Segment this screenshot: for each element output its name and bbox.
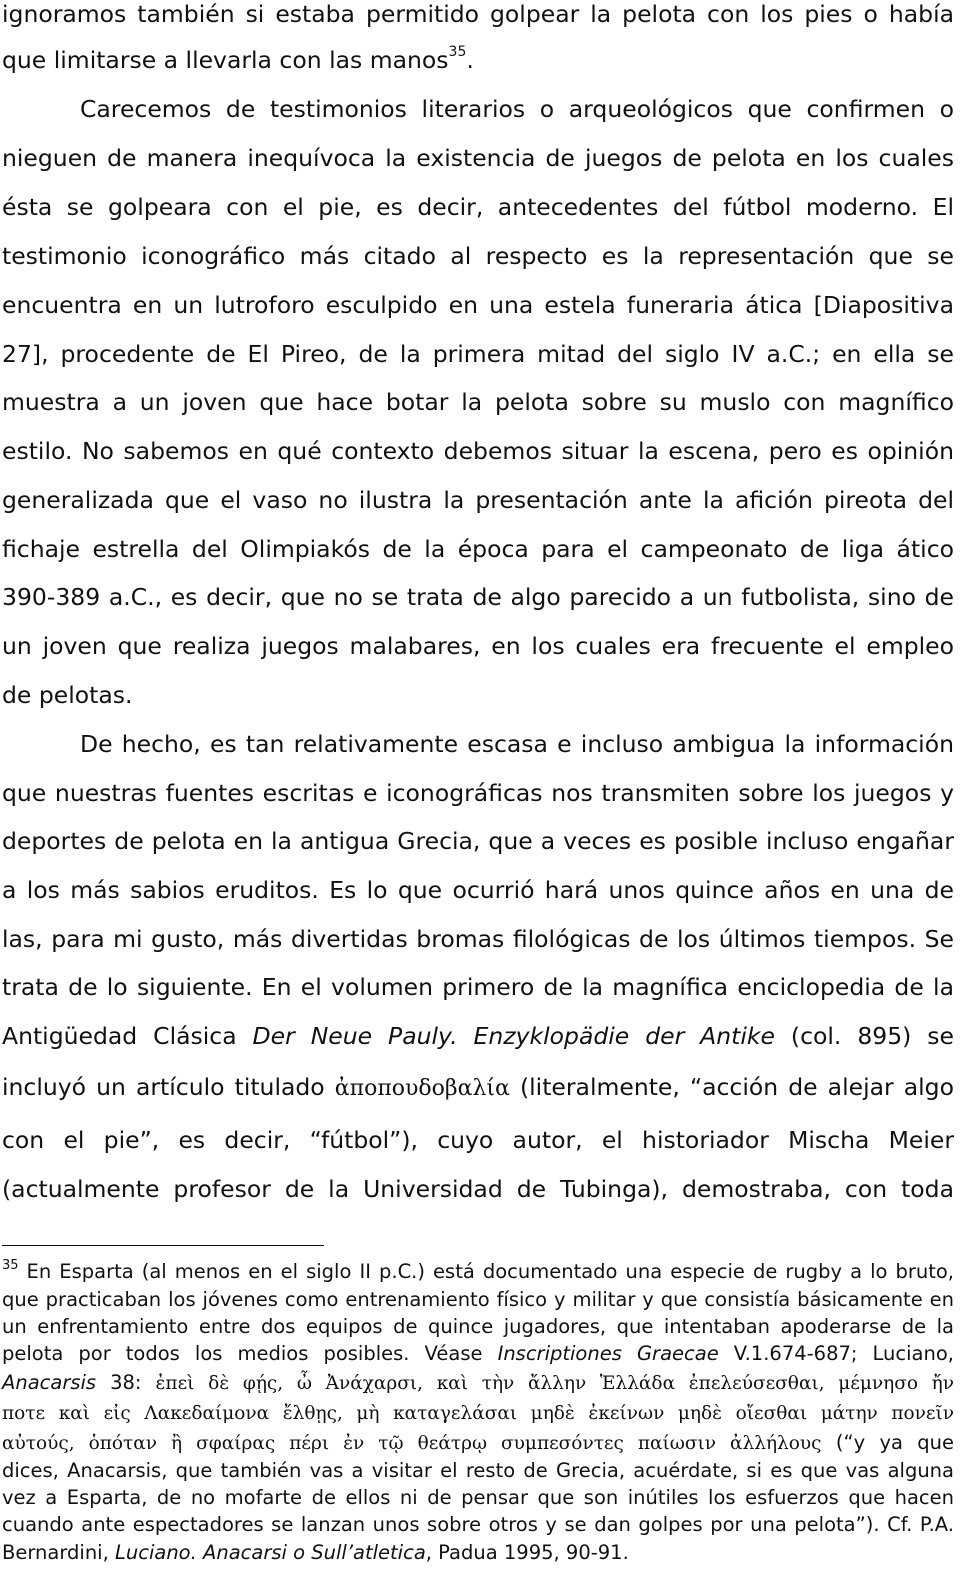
- footnote-text: Bernardini,: [2, 1541, 109, 1564]
- footnote-text: 38:: [110, 1371, 142, 1394]
- footnote-line: [2, 1259, 954, 1285]
- greek-quote: ποτε καὶ εἰς Λακεδαίμονα ἔλθῃς, μὴ καταγελάσαι μηδὲ ἐκείνων μηδὲ οἴεσθαι μάτην πονεῖν: [2, 1403, 954, 1424]
- body-line: 390-389 a.C., es decir, que no se trata de algo parecido a un futbolista, sino de: [2, 583, 954, 611]
- greek-quote: ἐπεὶ δὲ φῄς, ὦ Ἀνάχαρσι, καὶ τὴν ἄλλην Ἑλλάδα ἐπελεύσεσθαι, μέμνησο ἤν: [155, 1373, 955, 1394]
- body-line: un joven que realiza juegos malabares, en los cuales era frecuente el empleo: [2, 632, 954, 660]
- body-line: (actualmente profesor de la Universidad de Tubinga), demostraba, con toda: [2, 1175, 954, 1203]
- greek-term: ἀποπουδοβαλία: [334, 1076, 510, 1101]
- body-line: estilo. No sabemos en qué contexto debemos situar la escena, pero es opinión: [2, 437, 954, 465]
- footnote-separator: [2, 1245, 324, 1246]
- footnote-text: (“y ya que: [835, 1431, 955, 1454]
- body-line: las, para mi gusto, más divertidas bromas filológicas de los últimos tiempos. Se: [2, 925, 954, 953]
- body-line: muestra a un joven que hace botar la pelota sobre su muslo con magnífico: [2, 388, 954, 416]
- footnote-line: [2, 1341, 954, 1367]
- footnote-line: vez a Esparta, de no mofarte de ellos ni de pensar que son inútiles los esfuerzos que hacen: [2, 1486, 954, 1509]
- work-title: Inscriptiones Graecae: [497, 1342, 719, 1365]
- body-text: .: [466, 46, 474, 74]
- footnote-line: dices, Anacarsis, que también vas a visitar el resto de Grecia, acuérdate, si es que vas alguna: [2, 1459, 954, 1482]
- body-line: generalizada que el vaso no ilustra la presentación ante la afición pireota del: [2, 486, 954, 514]
- body-line: nieguen de manera inequívoca la existencia de juegos de pelota en los cuales: [2, 144, 954, 172]
- body-line: ignoramos también si estaba permitido golpear la pelota con los pies o había: [2, 0, 954, 28]
- footnote-line: cuando ante espectadores se lanzan unos sobre otros y se dan golpes por una pelota”). Cf. P.A.: [2, 1513, 954, 1536]
- body-text: que limitarse a llevarla con las manos: [2, 46, 449, 74]
- body-line: [2, 1071, 954, 1105]
- body-text: Antigüedad Clásica: [2, 1022, 237, 1050]
- body-line: a los más sabios eruditos. Es lo que ocurrió hará unos quince años en una de: [2, 876, 954, 904]
- footnote-text: V.1.674-687; Luciano,: [733, 1342, 954, 1365]
- paragraph-first-line: Carecemos de testimonios literarios o arqueológicos que confirmen o: [80, 95, 954, 123]
- work-title: Der Neue Pauly. Enzyklopädie der Antike: [252, 1022, 775, 1050]
- footnote-text: , Padua 1995, 90-91.: [425, 1541, 629, 1564]
- paragraph-first-line: De hecho, es tan relativamente escasa e incluso ambigua la información: [80, 730, 954, 758]
- body-line: [2, 44, 954, 76]
- footnote-text: En Esparta (al menos en el siglo II p.C.) está documentado una especie de rugby a lo bruto,: [26, 1260, 954, 1283]
- body-line: fichaje estrella del Olimpiakós de la época para el campeonato de liga ático: [2, 535, 954, 563]
- footnote-reference: 35: [448, 44, 467, 60]
- footnote-line: que practicaban los jóvenes como entrenamiento físico y militar y que consistía básicamente en: [2, 1288, 954, 1311]
- body-line: deportes de pelota en la antigua Grecia, que a veces es posible incluso engañar: [2, 827, 954, 855]
- body-line: que nuestras fuentes escritas e iconográficas nos transmiten sobre los juegos y: [2, 779, 954, 807]
- greek-quote: αὐτούς, ὁπόταν ἢ σφαίρας πέρι ἐν τῷ θεάτρῳ συμπεσόντες παίωσιν ἀλλήλους: [2, 1433, 822, 1454]
- body-line: encuentra en un lutroforo esculpido en una estela funeraria ática [Diapositiva: [2, 291, 954, 319]
- body-line: ésta se golpeara con el pie, es decir, antecedentes del fútbol moderno. El: [2, 193, 954, 221]
- work-title: Anacarsis: [2, 1371, 97, 1394]
- body-line: con el pie”, es decir, “fútbol”), cuyo autor, el historiador Mischa Meier: [2, 1126, 954, 1154]
- body-text: (literalmente, “acción de alejar algo: [519, 1073, 954, 1101]
- footnote-text: pelota por todos los medios posibles. Véase: [2, 1342, 483, 1365]
- body-line: [2, 1020, 954, 1052]
- footnote-line: [2, 1430, 954, 1457]
- footnote-line: [2, 1370, 954, 1397]
- body-line: testimonio iconográfico más citado al respecto es la representación que se: [2, 242, 954, 270]
- footnote-line: [2, 1400, 954, 1427]
- work-title: Luciano. Anacarsi o Sull’atletica: [115, 1541, 426, 1564]
- body-text: incluyó un artículo titulado: [2, 1073, 325, 1101]
- footnote-line: un enfrentamiento entre dos equipos de quince jugadores, que intentaban apoderarse de la: [2, 1315, 954, 1338]
- body-text: (col. 895) se: [790, 1022, 954, 1050]
- body-line: 27], procedente de El Pireo, de la primera mitad del siglo IV a.C.; en ella se: [2, 340, 954, 368]
- body-line: trata de lo siguiente. En el volumen primero de la magnífica enciclopedia de la: [2, 973, 954, 1001]
- body-line: de pelotas.: [2, 681, 133, 709]
- footnote-line: [2, 1540, 954, 1566]
- footnote-number: 35: [2, 1258, 19, 1273]
